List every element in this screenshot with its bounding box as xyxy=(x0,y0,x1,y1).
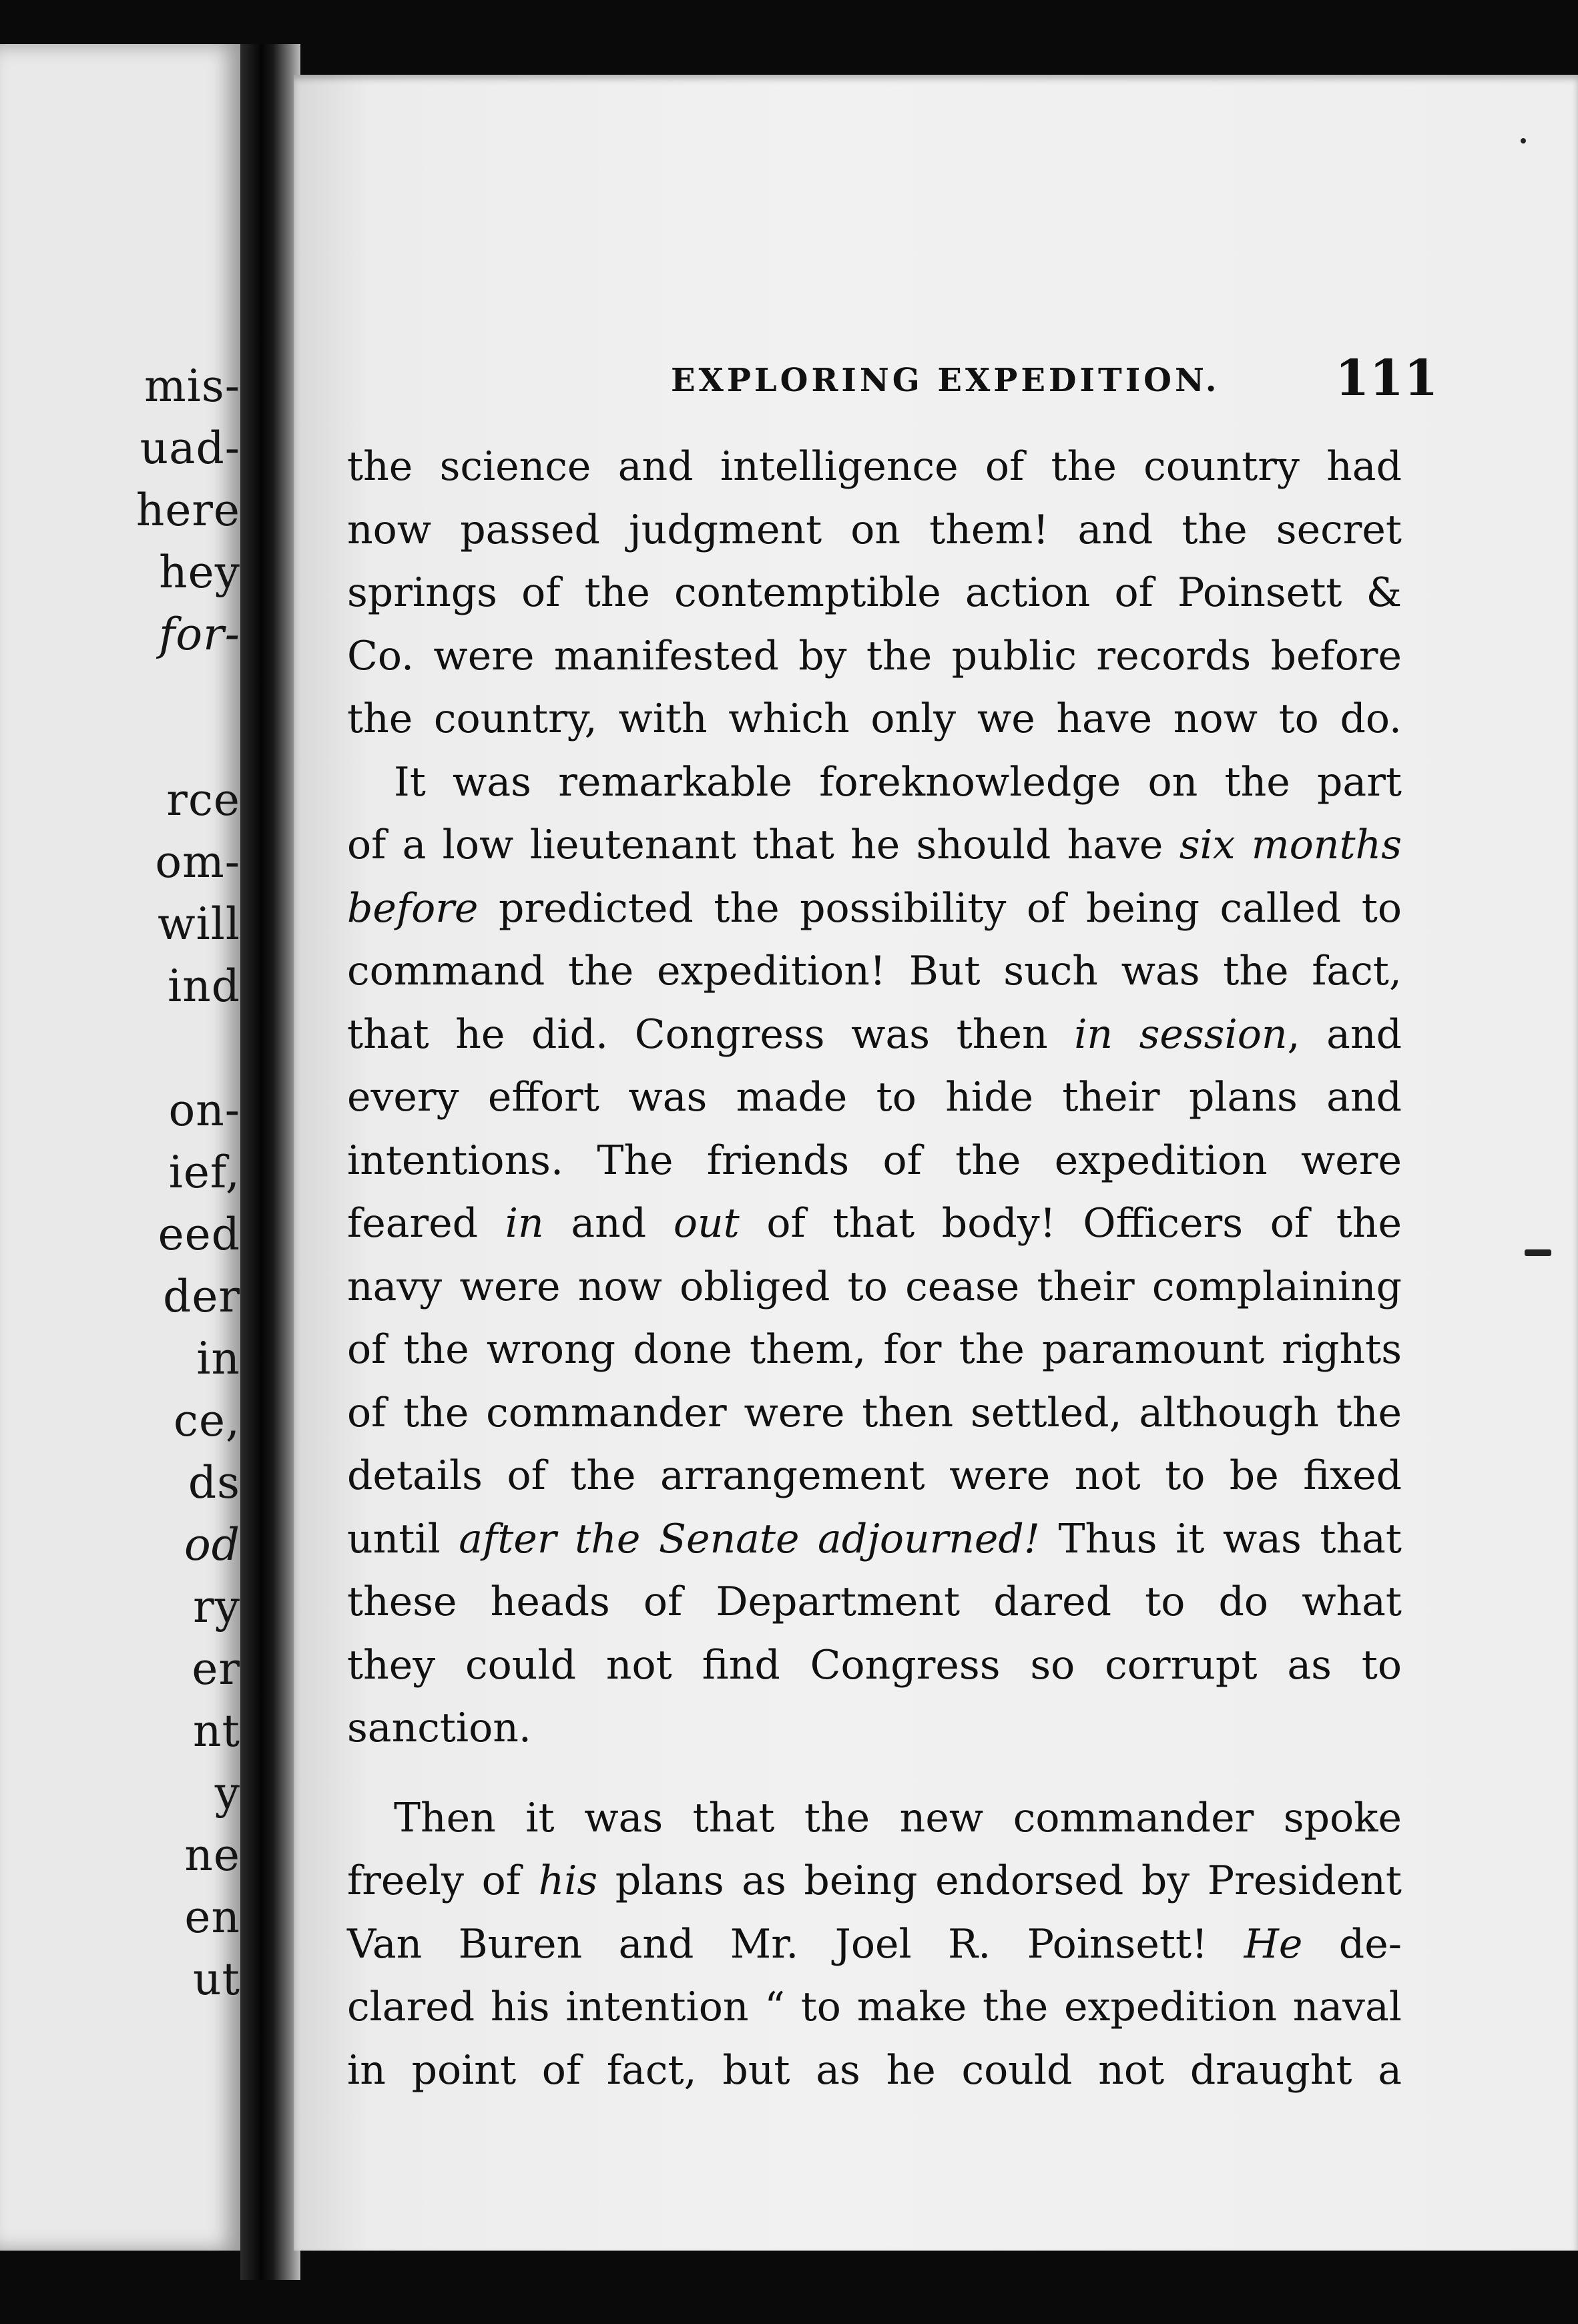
left-line: nt xyxy=(192,1705,240,1757)
italic-text: in xyxy=(505,1200,544,1247)
left-line: on- xyxy=(168,1085,240,1136)
left-line: mis- xyxy=(144,360,240,412)
italic-text: before xyxy=(347,884,479,932)
text-line: sanction. xyxy=(347,1705,531,1751)
text-line: in point of fact, but as he could not draught a xyxy=(347,2046,1402,2094)
text-line: Then it was that the new commander spoke xyxy=(394,1794,1402,1841)
text-line: until after the Senate adjourned! Thus it was that xyxy=(347,1515,1402,1562)
left-line: ind xyxy=(168,960,240,1012)
right-page xyxy=(294,75,1578,2251)
left-line: ce, xyxy=(173,1395,240,1446)
italic-text: in session xyxy=(1074,1010,1288,1058)
italic-text: six months xyxy=(1179,822,1402,868)
left-line: for- xyxy=(158,609,240,660)
text-line: the science and intelligence of the country had xyxy=(347,443,1402,490)
left-line: en xyxy=(184,1892,240,1943)
left-line: der xyxy=(163,1271,240,1322)
text-line: details of the arrangement were not to be fixed xyxy=(347,1452,1402,1499)
left-line: y xyxy=(214,1767,240,1819)
italic-text: out xyxy=(673,1200,740,1247)
text-line: they could not find Congress so corrupt as to xyxy=(347,1641,1402,1689)
text-line: these heads of Department dared to do what xyxy=(347,1578,1402,1625)
italic-text: his xyxy=(538,1857,598,1904)
italic-text: after the Senate adjourned! xyxy=(459,1515,1040,1562)
left-line: in xyxy=(196,1333,240,1384)
text-line: now passed judgment on them! and the secret xyxy=(347,506,1402,553)
left-line: om- xyxy=(155,836,240,888)
left-line: here xyxy=(136,485,240,536)
italic-text: He xyxy=(1244,1920,1303,1968)
text-line: freely of his plans as being endorsed by President xyxy=(347,1857,1402,1904)
left-line: rce xyxy=(166,774,240,826)
scan-mark xyxy=(1525,1249,1551,1256)
text-line: It was remarkable foreknowledge on the part xyxy=(394,758,1402,806)
page-header xyxy=(294,288,1438,422)
left-line: ut xyxy=(192,1954,240,2005)
text-line: intentions. The friends of the expedition were xyxy=(347,1137,1402,1184)
text-line: Van Buren and Mr. Joel R. Poinsett! He de- xyxy=(347,1920,1402,1968)
left-line: ry xyxy=(193,1581,240,1633)
book-gutter xyxy=(240,44,300,2280)
left-line: od xyxy=(184,1519,240,1570)
body-text xyxy=(347,435,1402,2102)
text-line: command the expedition! But such was the fact, xyxy=(347,948,1402,994)
text-line: of the commander were then settled, although the xyxy=(347,1389,1402,1436)
text-line: that he did. Congress was then in session, and xyxy=(347,1010,1402,1058)
left-page-fragment xyxy=(0,44,240,2251)
page-number: 111 xyxy=(1335,350,1438,407)
text-line: of the wrong done them, for the paramount rights xyxy=(347,1326,1402,1373)
left-line: ds xyxy=(188,1457,240,1508)
text-line: every effort was made to hide their plans and xyxy=(347,1074,1402,1121)
text-line: springs of the contemptible action of Poinsett & xyxy=(347,569,1402,616)
left-line: ne xyxy=(184,1829,240,1881)
left-line: hey xyxy=(159,547,240,598)
text-line: clared his intention “ to make the expedition naval xyxy=(347,1984,1402,2030)
text-line: the country, with which only we have now to do. xyxy=(347,695,1402,742)
left-line: will xyxy=(158,898,240,950)
text-line: before predicted the possibility of being called to xyxy=(347,884,1402,932)
text-line: navy were now obliged to cease their complaining xyxy=(347,1263,1402,1310)
left-line: eed xyxy=(158,1209,240,1260)
text-line: feared in and out of that body! Officers of the xyxy=(347,1200,1402,1247)
text-line: Co. were manifested by the public records before xyxy=(347,632,1402,679)
scan-speck xyxy=(1521,138,1526,143)
text-line: of a low lieutenant that he should have six months xyxy=(347,822,1402,868)
left-line: er xyxy=(192,1643,240,1695)
left-line: uad- xyxy=(140,422,240,474)
running-title: EXPLORING EXPEDITION. xyxy=(671,362,1220,399)
left-line: ief, xyxy=(168,1147,240,1198)
